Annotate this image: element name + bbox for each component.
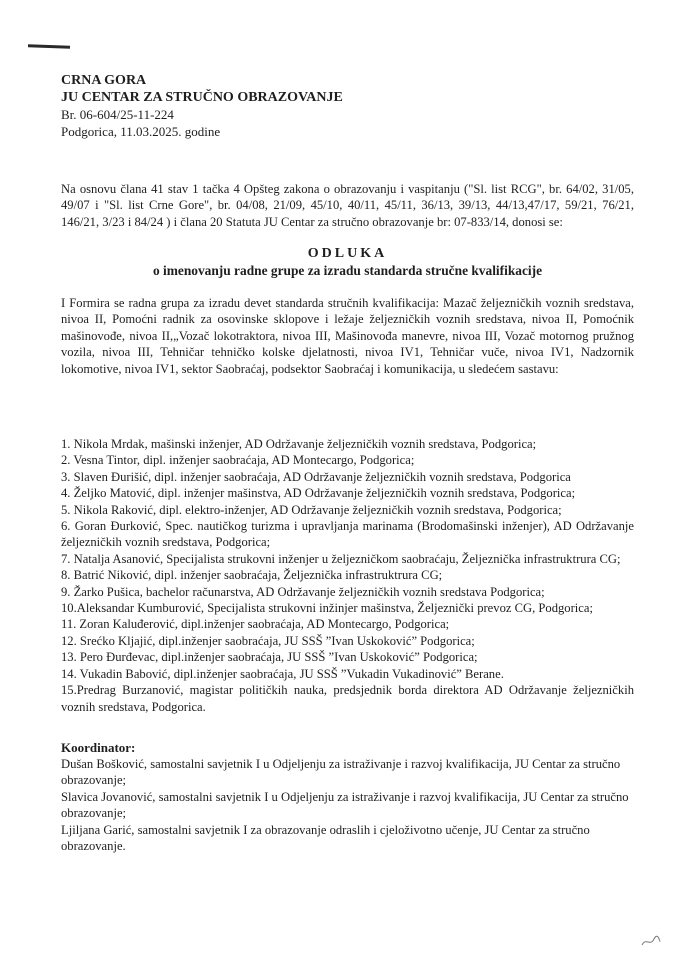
coordinator-heading: Koordinator:: [61, 740, 136, 755]
list-item: 13. Pero Đurđevac, dipl.inženjer saobraćaja, JU SSŠ ”Ivan Uskoković” Podgorica;: [61, 650, 478, 665]
list-item: Ljiljana Garić, samostalni savjetnik I za obrazovanje odraslih i cjeloživotno učenje, JU Centar za stručno obrazovanje.: [61, 822, 590, 854]
decision-subtitle: o imenovanju radne grupe za izradu standarda stručne kvalifikacije: [152, 263, 543, 278]
list-item: 12. Srećko Kljajić, dipl.inženjer saobraćaja, JU SSŠ ”Ivan Uskoković” Podgorica;: [61, 633, 475, 648]
list-item: 5. Nikola Raković, dipl. elektro-inženjer, AD Održavanje željezničkih voznih sredstava, Podgorica;: [61, 502, 562, 517]
list-item: 4. Željko Matović, dipl. inženjer mašinstva, AD Održavanje željezničkih voznih sredstava, Podgorica;: [61, 486, 576, 501]
list-item: Slavica Jovanović, samostalni savjetnik I u Odjeljenju za istraživanje i razvoj kvalifikacija, JU Centar za stručno obrazovanje;: [61, 789, 629, 821]
list-item: 1. Nikola Mrdak, mašinski inženjer, AD Održavanje željezničkih voznih sredstava, Podgorica;: [61, 437, 537, 451]
section-one-paragraph: I Formira se radna grupa za izradu devet standarda stručnih kvalifikacija: Mazač željezničkih voznih sredstava, nivoa II, Pomoćni radnik za osovinske sklopove i ležaje željezničkih voznih sredstava, nivoa II, Pomoćnik mašinovođe, nivoa II,„Vozač lokotraktora, nivoa III, Mašinovođa manevre, nivoa III, Vozač motornog pružnog vozila, nivoa III, Tehničar tehničko kolske djelatnosti, nivoa IV1, Tehničar vuče, nivoa IV1, Nadzornik lokomotive, nivoa IV1, sektor Saobraćaj, podsektor Saobraćaj i komunikacija, u sledećem sastavu:: [61, 296, 634, 376]
coordinator-list: [61, 756, 634, 854]
list-item: 2. Vesna Tintor, dipl. inženjer saobraćaja, AD Montecargo, Podgorica;: [61, 453, 415, 468]
list-item: 14. Vukadin Babović, dipl.inženjer saobraćaja, JU SSŠ ”Vukadin Vukadinović” Berane.: [61, 666, 504, 681]
scribble-mark: [640, 935, 662, 949]
list-item: 8. Batrić Niković, dipl. inženjer saobraćaja, Željeznička infrastruktrura CG;: [61, 568, 443, 583]
pen-mark: [28, 44, 70, 48]
reference-number: Br. 06-604/25-11-224: [61, 107, 174, 122]
list-item: 9. Žarko Pušica, bachelor računarstva, AD Održavanje željezničkih voznih sredstava Podgorica;: [61, 584, 545, 599]
institution-name: JU CENTAR ZA STRUČNO OBRAZOVANJE: [61, 90, 343, 105]
list-item: 10.Aleksandar Kumburović, Specijalista strukovni inžinjer mašinstva, Željeznički prevoz CG, Podgorica;: [61, 601, 593, 616]
list-item: Dušan Bošković, samostalni savjetnik I u Odjeljenju za istraživanje i razvoj kvalifikacija, JU Centar za stručno obrazovanje;: [61, 757, 621, 788]
decision-title-block: [61, 245, 634, 279]
intro-paragraph: Na osnovu člana 41 stav 1 tačka 4 Opšteg zakona o obrazovanju i vaspitanju ("Sl. list RCG", br. 64/02, 31/05, 49/07 i "Sl. list Crne Gore", br. 04/08, 21/09, 45/10, 40/11, 45/11, 36/13, 39/13, 44/13,47/17, 59/21, 76/21, 146/21, 3/23 i 84/24 ) i člana 20 Statuta JU Centar za stručno obrazovanje br: 07-833/14, donosi se:: [61, 182, 634, 229]
list-item: 7. Natalja Asanović, Specijalista strukovni inženjer u željezničkom saobraćaju, Željeznička infrastruktrura CG;: [61, 551, 621, 566]
list-item: 15.Predrag Burzanović, magistar političkih nauka, predsjednik borda direktora AD Održavanje željezničkih voznih sredstava, Podgorica.: [61, 683, 634, 714]
place-date: Podgorica, 11.03.2025. godine: [61, 124, 221, 139]
country-name: CRNA GORA: [61, 73, 147, 88]
list-item: 6. Goran Đurković, Spec. nautičkog turizma i upravljanja marinama (Brodomašinski inženjer), AD Održavanje željezničkih voznih sredstava, Podgorica;: [61, 519, 634, 550]
member-list: [61, 436, 634, 715]
decision-title: ODLUKA: [307, 246, 388, 261]
document-header: [61, 72, 461, 140]
list-item: 11. Zoran Kaluđerović, dipl.inženjer saobraćaja, AD Montecargo, Podgorica;: [61, 617, 450, 632]
list-item: 3. Slaven Đurišić, dipl. inženjer saobraćaja, AD Održavanje željezničkih voznih sredstava, Podgorica: [61, 469, 571, 484]
